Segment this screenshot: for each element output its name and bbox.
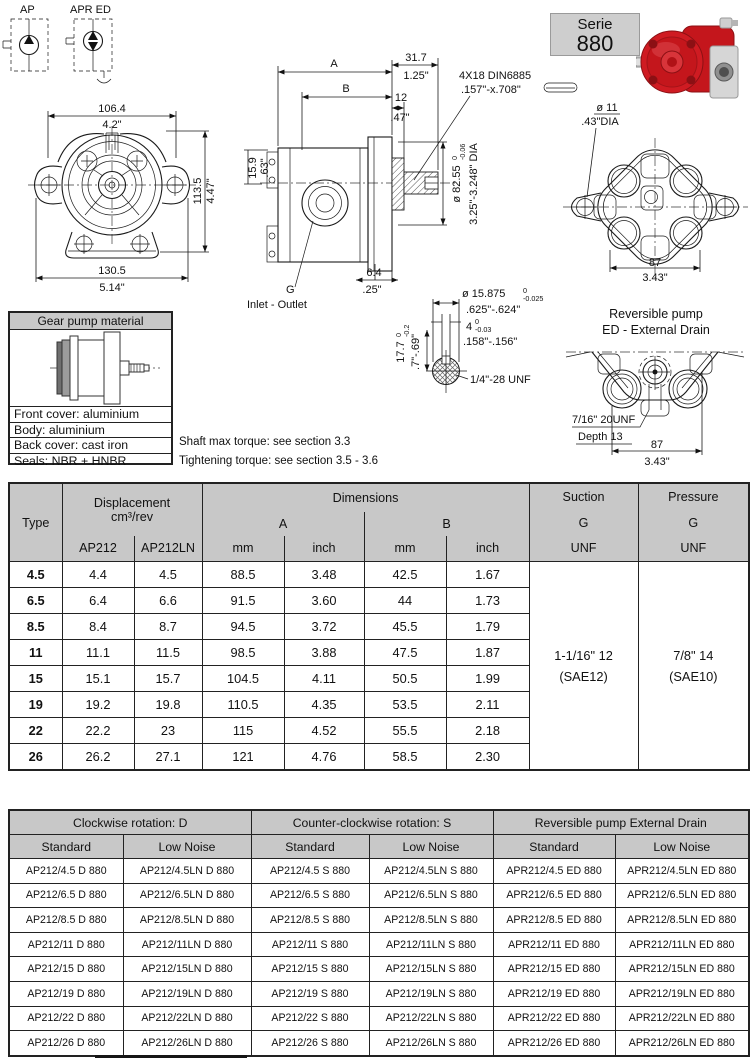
spec-cell: 91.5 [202, 588, 284, 614]
shaft-diameter: ø 15.875 [462, 288, 506, 300]
part-number-cell: APR212/4.5 ED 880 [493, 859, 615, 884]
pressure-label: Pressure [668, 490, 719, 504]
col-header-type: Type [9, 483, 62, 562]
material-row-body: Body: aluminium [10, 422, 171, 438]
pilot-diameter-label [450, 144, 467, 203]
bolt-hole-diameter-inch: .43"DIA [581, 116, 619, 128]
svg-text:0: 0 [450, 156, 459, 160]
spec-cell: 98.5 [202, 640, 284, 666]
part-number-cell: APR212/6.5 ED 880 [493, 883, 615, 908]
parallel-key-icon [544, 83, 577, 92]
reversible-pump-line1: Reversible pump [609, 307, 703, 321]
spec-cell: 8.4 [62, 614, 134, 640]
part-number-cell: AP212/11 S 880 [251, 932, 369, 957]
spec-cell: 15 [9, 666, 62, 692]
g-port-label: G [286, 284, 295, 296]
shaft-diameter-tol-hi: 0 [523, 286, 527, 295]
rear-width-in: 3.43" [642, 272, 668, 284]
key-depth-inch-label: .7"-.69" [410, 334, 422, 370]
group-header-counter-clockwise: Counter-clockwise rotation: S [251, 810, 493, 835]
part-number-cell: AP212/22LN D 880 [123, 1006, 251, 1031]
part-number-row [9, 883, 749, 908]
subheader-low-noise: Low Noise [123, 835, 251, 859]
part-number-cell: AP212/8.5 D 880 [9, 908, 123, 933]
part-number-cell: AP212/19LN S 880 [369, 981, 493, 1006]
part-number-cell: AP212/4.5LN S 880 [369, 859, 493, 884]
pump-photo [636, 16, 750, 112]
spec-cell: 1.73 [446, 588, 529, 614]
ed-width-mm: 87 [650, 439, 664, 451]
part-number-cell: AP212/11 D 880 [9, 932, 123, 957]
pressure-value-line2: (SAE10) [669, 668, 718, 684]
part-number-cell: APR212/26LN ED 880 [615, 1031, 749, 1056]
part-number-cell: AP212/15 D 880 [9, 957, 123, 982]
spec-cell: 3.72 [284, 614, 364, 640]
col-header-pressure [638, 483, 749, 562]
front-view-drawing [28, 103, 217, 294]
suction-value-line1: 1-1/16" 12 [554, 647, 613, 663]
spec-cell: 11 [9, 640, 62, 666]
key-width-tol-hi: 0 [475, 317, 479, 326]
subheader-low-noise: Low Noise [615, 835, 749, 859]
part-number-cell: APR212/8.5LN ED 880 [615, 908, 749, 933]
pilot-length-in: .47" [390, 112, 410, 124]
spec-cell: 50.5 [364, 666, 446, 692]
col-header-a-inch: inch [284, 536, 364, 562]
spec-cell: 26 [9, 744, 62, 771]
part-number-cell: APR212/4.5LN ED 880 [615, 859, 749, 884]
displacement-unit-label: cm³/rev [111, 509, 153, 524]
part-number-cell: AP212/8.5LN S 880 [369, 908, 493, 933]
subheader-standard: Standard [9, 835, 123, 859]
col-header-dim-a: A [202, 512, 364, 536]
part-number-row [9, 932, 749, 957]
col-header-dim-b: B [364, 512, 529, 536]
part-number-cell: AP212/19LN D 880 [123, 981, 251, 1006]
suction-g-label: G [578, 516, 589, 530]
spec-cell: 19 [9, 692, 62, 718]
port-offset-in: .63" [259, 158, 271, 178]
part-number-cell: AP212/8.5 S 880 [251, 908, 369, 933]
spec-cell: 3.60 [284, 588, 364, 614]
spec-cell: 3.48 [284, 562, 364, 588]
key-depth-label [394, 325, 411, 363]
key-spec-inch-label: .157"-x.708" [461, 84, 521, 96]
subheader-standard: Standard [493, 835, 615, 859]
part-number-cell: APR212/6.5LN ED 880 [615, 883, 749, 908]
key-width-tol-lo: -0.03 [475, 325, 492, 334]
material-box-title: Gear pump material [10, 313, 171, 330]
spec-cell: 104.5 [202, 666, 284, 692]
rear-width-mm: 87 [648, 257, 662, 269]
part-number-cell: AP212/26 S 880 [251, 1031, 369, 1056]
front-width-top-in: 4.2" [102, 119, 122, 131]
rear-view-drawing [563, 102, 748, 284]
part-number-cell: AP212/15LN D 880 [123, 957, 251, 982]
spec-cell: 11.1 [62, 640, 134, 666]
spec-cell: 1.67 [446, 562, 529, 588]
part-number-cell: AP212/11LN D 880 [123, 932, 251, 957]
spec-cell: 115 [202, 718, 284, 744]
bolt-hole-diameter: ø 11 [596, 102, 618, 114]
svg-text:0: 0 [394, 333, 403, 337]
svg-text:-0.2: -0.2 [402, 324, 411, 337]
spec-cell: 45.5 [364, 614, 446, 640]
pressure-value-cell [638, 562, 749, 771]
subheader-low-noise: Low Noise [369, 835, 493, 859]
group-header-clockwise: Clockwise rotation: D [9, 810, 251, 835]
part-number-cell: APR212/26 ED 880 [493, 1031, 615, 1056]
part-number-cell: APR212/8.5 ED 880 [493, 908, 615, 933]
spec-cell: 4.35 [284, 692, 364, 718]
spec-cell: 88.5 [202, 562, 284, 588]
spec-cell: 27.1 [134, 744, 202, 771]
spec-cell: 1.99 [446, 666, 529, 692]
part-number-cell: AP212/4.5 S 880 [251, 859, 369, 884]
spec-cell: 42.5 [364, 562, 446, 588]
part-number-row [9, 1031, 749, 1056]
spec-cell: 6.6 [134, 588, 202, 614]
shaft-torque-note: Shaft max torque: see section 3.3 [179, 436, 351, 448]
part-number-cell: AP212/6.5LN D 880 [123, 883, 251, 908]
port-offset-mm: 15.9 [247, 157, 259, 179]
ed-width-in: 3.43" [644, 456, 670, 468]
col-header-b-inch: inch [446, 536, 529, 562]
part-number-cell: AP212/19 S 880 [251, 981, 369, 1006]
col-header-ap212: AP212 [62, 536, 134, 562]
drain-thread-label: 7/16" 20UNF [572, 414, 636, 426]
material-row-back-cover: Back cover: cast iron [10, 437, 171, 453]
col-header-b-mm: mm [364, 536, 446, 562]
front-width-top-mm: 106.4 [98, 103, 126, 115]
part-number-cell: AP212/22 D 880 [9, 1006, 123, 1031]
shaft-length-in: 1.25" [403, 70, 429, 82]
part-number-cell: APR212/22 ED 880 [493, 1006, 615, 1031]
part-number-cell: AP212/19 D 880 [9, 981, 123, 1006]
material-box [8, 311, 173, 468]
part-number-row [9, 859, 749, 884]
spec-cell: 4.5 [134, 562, 202, 588]
part-number-cell: APR212/11LN ED 880 [615, 932, 749, 957]
part-number-row [9, 1006, 749, 1031]
part-number-cell: AP212/26 D 880 [9, 1031, 123, 1056]
group-header-reversible: Reversible pump External Drain [493, 810, 749, 835]
pilot-length-mm: 12 [394, 92, 408, 104]
spec-cell: 44 [364, 588, 446, 614]
part-number-cell: APR212/11 ED 880 [493, 932, 615, 957]
series-number: 880 [576, 31, 614, 56]
tightening-torque-note: Tightening torque: see section 3.5 - 3.6 [179, 455, 379, 467]
apr-ed-symbol-label: APR ED [70, 4, 111, 16]
plate-thickness-in: .25" [362, 284, 382, 296]
part-number-cell: AP212/22LN S 880 [369, 1006, 493, 1031]
key-width: 4 [466, 321, 473, 333]
spec-cell: 1.87 [446, 640, 529, 666]
spec-cell: 110.5 [202, 692, 284, 718]
part-number-cell: AP212/15LN S 880 [369, 957, 493, 982]
part-number-cell: APR212/15 ED 880 [493, 957, 615, 982]
spec-cell: 8.7 [134, 614, 202, 640]
spec-cell: 6.4 [62, 588, 134, 614]
reversible-pump-caption [558, 306, 751, 338]
ed-view-drawing [566, 352, 744, 468]
spec-cell: 58.5 [364, 744, 446, 771]
inlet-outlet-label: Inlet - Outlet [247, 299, 307, 311]
series-badge [550, 13, 640, 56]
part-number-cell: APR212/19 ED 880 [493, 981, 615, 1006]
ap-symbol-label: AP [20, 4, 35, 16]
shaft-thread-label: 1/4"-28 UNF [470, 374, 531, 386]
suction-value-cell [529, 562, 638, 771]
spec-cell: 94.5 [202, 614, 284, 640]
spec-cell: 23 [134, 718, 202, 744]
page-edge-artifact [95, 1055, 247, 1058]
front-width-bottom-in: 5.14" [99, 282, 125, 294]
pilot-diameter-inch-label: 3.25"-3.248" DIA [468, 143, 480, 225]
part-number-cell: APR212/22LN ED 880 [615, 1006, 749, 1031]
spec-cell: 11.5 [134, 640, 202, 666]
pressure-value-line1: 7/8" 14 [673, 647, 714, 663]
spec-cell: 2.11 [446, 692, 529, 718]
spec-cell: 26.2 [62, 744, 134, 771]
displacement-label: Displacement [93, 495, 171, 510]
part-number-cell: AP212/4.5LN D 880 [123, 859, 251, 884]
part-number-cell: AP212/4.5 D 880 [9, 859, 123, 884]
spec-cell: 47.5 [364, 640, 446, 666]
ordering-table [8, 809, 750, 1057]
spec-cell: 53.5 [364, 692, 446, 718]
part-number-row [9, 908, 749, 933]
spec-cell: 15.7 [134, 666, 202, 692]
spec-cell: 6.5 [9, 588, 62, 614]
shaft-length-mm: 31.7 [405, 52, 427, 64]
spec-cell: 22.2 [62, 718, 134, 744]
spec-cell: 4.76 [284, 744, 364, 771]
spec-cell: 4.4 [62, 562, 134, 588]
col-header-suction [529, 483, 638, 562]
spec-cell: 2.30 [446, 744, 529, 771]
spec-cell: 8.5 [9, 614, 62, 640]
spec-cell: 4.52 [284, 718, 364, 744]
part-number-cell: AP212/15 S 880 [251, 957, 369, 982]
apr-ed-symbol-schematic [66, 4, 112, 83]
side-view-drawing [244, 52, 577, 311]
material-row-front-cover: Front cover: aluminium [10, 406, 171, 422]
spec-cell: 3.88 [284, 640, 364, 666]
part-number-cell: AP212/26LN D 880 [123, 1031, 251, 1056]
front-width-bottom-mm: 130.5 [98, 265, 126, 277]
spec-cell: 121 [202, 744, 284, 771]
key-width-inch: .158"-.156" [463, 336, 518, 348]
part-number-cell: AP212/11LN S 880 [369, 932, 493, 957]
pump-illustration [636, 16, 750, 112]
part-number-cell: AP212/6.5 D 880 [9, 883, 123, 908]
plate-thickness-mm: 6.4 [366, 267, 382, 279]
spec-cell: 19.8 [134, 692, 202, 718]
spec-cell: 15.1 [62, 666, 134, 692]
svg-text:17.7: 17.7 [395, 341, 407, 363]
spec-row [9, 562, 749, 588]
part-number-cell: AP212/6.5LN S 880 [369, 883, 493, 908]
dim-a-label: A [330, 58, 338, 70]
suction-value-line2: (SAE12) [559, 668, 608, 684]
spec-cell: 55.5 [364, 718, 446, 744]
spec-cell: 22 [9, 718, 62, 744]
subheader-standard: Standard [251, 835, 369, 859]
series-label: Serie [577, 16, 613, 33]
material-box-drawing [10, 330, 171, 406]
key-spec-label: 4X18 DIN6885 [459, 70, 532, 82]
spec-cell: 2.18 [446, 718, 529, 744]
front-height-in: 4.47" [205, 178, 217, 204]
shaft-diameter-inch: .625"-.624" [466, 304, 521, 316]
material-row-seals: Seals: NBR + HNBR [10, 453, 171, 469]
suction-unf-label: UNF [570, 541, 597, 555]
col-header-a-mm: mm [202, 536, 284, 562]
dim-b-label: B [342, 83, 350, 95]
part-number-cell: APR212/19LN ED 880 [615, 981, 749, 1006]
shaft-section-drawing [394, 286, 543, 393]
col-header-ap212ln: AP212LN [134, 536, 202, 562]
spec-cell: 4.5 [9, 562, 62, 588]
spec-cell: 1.79 [446, 614, 529, 640]
svg-text:ø 82.55: ø 82.55 [451, 165, 463, 203]
spec-table [8, 482, 750, 771]
shaft-diameter-tol-lo: -0.025 [523, 294, 544, 303]
pressure-unf-label: UNF [680, 541, 707, 555]
drain-depth-label: Depth 13 [578, 431, 623, 443]
spec-cell: 4.11 [284, 666, 364, 692]
part-number-row [9, 957, 749, 982]
part-number-cell: AP212/6.5 S 880 [251, 883, 369, 908]
part-number-cell: AP212/26LN S 880 [369, 1031, 493, 1056]
part-number-cell: AP212/22 S 880 [251, 1006, 369, 1031]
part-number-cell: AP212/8.5LN D 880 [123, 908, 251, 933]
col-header-dimensions: Dimensions [202, 483, 529, 512]
svg-text:-0.06: -0.06 [458, 143, 467, 160]
part-number-cell: APR212/15LN ED 880 [615, 957, 749, 982]
pressure-g-label: G [688, 516, 699, 530]
torque-notes [179, 433, 378, 471]
ap-symbol-schematic [3, 4, 48, 71]
reversible-pump-line2: ED - External Drain [602, 323, 710, 337]
part-number-row [9, 981, 749, 1006]
suction-label: Suction [562, 490, 605, 504]
spec-cell: 19.2 [62, 692, 134, 718]
col-header-displacement [62, 483, 202, 536]
front-height-mm: 113.5 [192, 177, 204, 205]
